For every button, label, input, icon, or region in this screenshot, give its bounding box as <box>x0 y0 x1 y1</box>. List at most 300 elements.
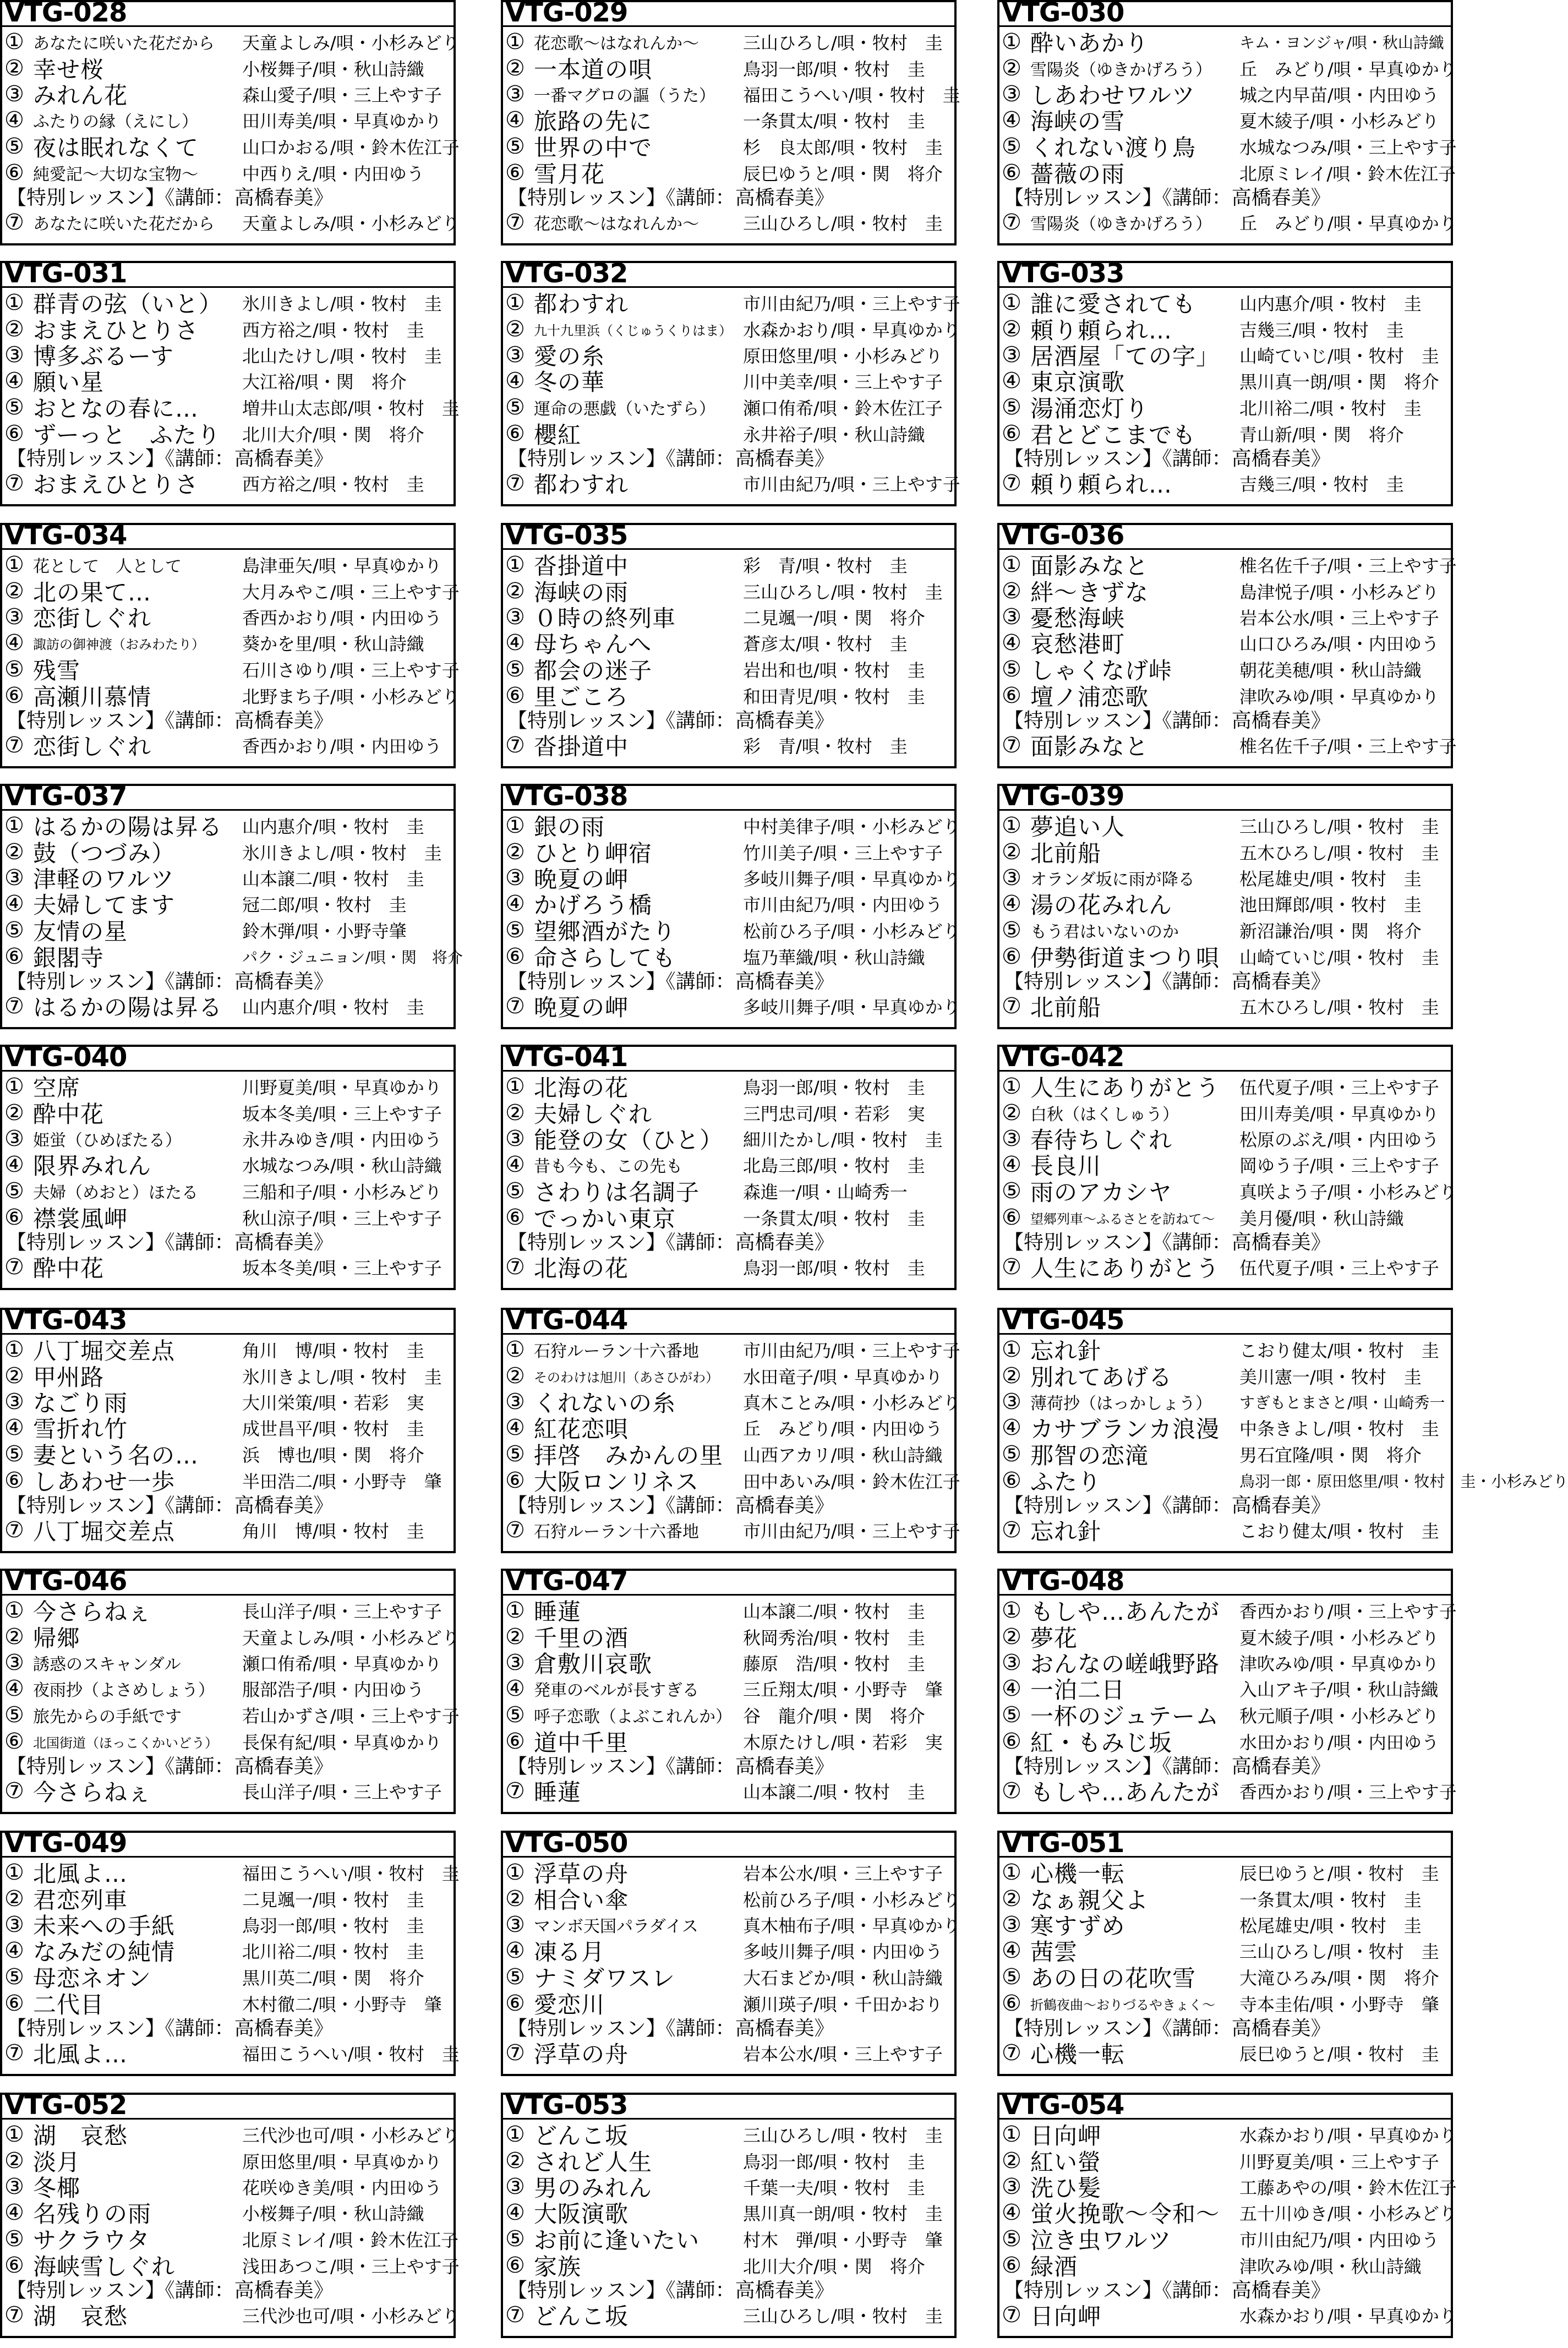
song-title: 夢追い人 <box>1030 813 1126 840</box>
song-artist: 坂本冬美/唄・三上やす子 <box>242 1258 442 1279</box>
track-number: ⑦ <box>4 2302 24 2328</box>
song-row <box>4 1336 451 1363</box>
song-title: 運命の悪戯（いたずら） <box>534 400 715 419</box>
song-title: 未来への手紙 <box>33 1913 176 1940</box>
track-number: ① <box>1002 1860 1021 1885</box>
track-number: ③ <box>4 1650 24 1675</box>
song-row <box>505 1702 952 1728</box>
song-artist: 西方裕之/唄・牧村 圭 <box>242 474 424 495</box>
vtg-card <box>501 520 957 768</box>
track-number: ⑥ <box>4 1205 24 1230</box>
track-number: ③ <box>505 1650 525 1675</box>
track-number: ② <box>1002 2148 1021 2174</box>
track-number: ⑥ <box>505 1468 525 1493</box>
song-title: しゃくなげ峠 <box>1030 657 1173 684</box>
song-title: 銀の雨 <box>534 813 605 840</box>
song-row <box>505 551 952 578</box>
song-artist: 五木ひろし/唄・牧村 圭 <box>1239 997 1439 1018</box>
track-number: ③ <box>1002 342 1021 368</box>
song-artist: 丘 みどり/唄・内田ゆう <box>743 1418 943 1439</box>
song-artist: 市川由紀乃/唄・三上やす子 <box>743 293 960 314</box>
card-code: VTG-042 <box>1002 1042 1124 1073</box>
song-row <box>4 891 451 917</box>
track-number: ⑥ <box>505 1205 525 1230</box>
song-row <box>505 630 952 656</box>
track-number: ⑤ <box>505 1964 525 1990</box>
song-artist: 辰巳ゆうと/唄・関 将介 <box>743 163 943 184</box>
song-title: されど人生 <box>534 2149 653 2176</box>
track-number: ⑤ <box>4 1702 24 1728</box>
song-title: 別れてあげる <box>1030 1364 1173 1391</box>
song-artist: 鈴木弾/唄・小野寺肇 <box>242 921 407 942</box>
song-title: 空席 <box>33 1074 81 1101</box>
song-artist: 美川憲一/唄・牧村 圭 <box>1239 1367 1422 1388</box>
track-number: ① <box>505 1074 525 1099</box>
song-title: 人生にありがとう <box>1030 1074 1220 1101</box>
song-row <box>4 2302 460 2330</box>
song-artist: キム・ヨンジャ/唄・秋山詩織 <box>1239 34 1444 52</box>
song-row <box>505 943 952 970</box>
special-lesson-label: 【特別レッスン】《講師：高橋春美》 <box>7 1755 334 1778</box>
track-number: ⑦ <box>1002 2040 1021 2066</box>
song-artist: 浅田あつこ/唄・三上やす子 <box>242 2256 460 2277</box>
track-number: ③ <box>1002 604 1021 630</box>
song-title: 伊勢街道まつり唄 <box>1030 944 1220 971</box>
song-row <box>4 2252 460 2280</box>
song-title: 茜雲 <box>1030 1939 1078 1965</box>
song-artist: 松原のぶえ/唄・内田ゆう <box>1239 1129 1439 1150</box>
song-title: 大阪ロンリネス <box>534 1468 700 1495</box>
song-row <box>505 1964 952 1990</box>
song-row <box>1002 682 1449 709</box>
song-artist: 大石まどか/唄・秋山詩織 <box>743 1968 943 1989</box>
song-title: 頼り頼られ… <box>1030 471 1173 498</box>
song-row <box>1002 1728 1449 1755</box>
song-artist: 吉幾三/唄・牧村 圭 <box>1239 474 1404 495</box>
track-number: ④ <box>1002 891 1021 916</box>
song-row <box>505 917 960 945</box>
song-row <box>1002 1517 1449 1543</box>
song-title: 面影みなと <box>1030 733 1149 760</box>
track-number: ⑤ <box>505 1178 525 1204</box>
song-artist: 森進一/唄・山崎秀一 <box>743 1182 908 1203</box>
song-row <box>1002 839 1449 865</box>
special-lesson-label: 【特別レッスン】《講師：高橋春美》 <box>1004 447 1331 470</box>
track-number: ⑦ <box>1002 993 1021 1019</box>
song-title: 九十九里浜（くじゅうくりはま） <box>534 323 732 338</box>
track-number: ④ <box>505 1415 525 1440</box>
song-artist: 山口ひろみ/唄・内田ゆう <box>1239 634 1439 654</box>
track-number: ⑤ <box>4 134 24 159</box>
song-row <box>505 682 952 709</box>
track-number: ① <box>1002 1074 1021 1099</box>
song-title: 冬の華 <box>534 369 605 396</box>
card-code: VTG-054 <box>1002 2090 1124 2121</box>
vtg-card <box>501 258 960 506</box>
song-title: マンボ天国パラダイス <box>534 1917 698 1936</box>
track-number: ③ <box>505 865 525 891</box>
song-title: オランダ坂に雨が降る <box>1030 870 1195 889</box>
song-row <box>1002 1336 1449 1363</box>
song-title: 母恋ネオン <box>33 1965 152 1992</box>
song-title: 面影みなと <box>1030 553 1149 580</box>
song-title: 春待ちしぐれ <box>1030 1127 1173 1154</box>
card-divider <box>2 25 454 27</box>
song-row <box>505 993 960 1021</box>
song-title: 沓掛道中 <box>534 733 629 760</box>
song-title: 夜は眠れなくて <box>33 134 199 161</box>
song-title: 姫蛍（ひめぼたる） <box>33 1131 182 1150</box>
song-artist: 服部浩子/唄・内田ゆう <box>242 1679 424 1700</box>
track-number: ⑥ <box>505 2253 525 2278</box>
track-number: ③ <box>505 604 525 630</box>
song-row <box>1002 1597 1457 1625</box>
song-row <box>1002 656 1449 682</box>
song-title: 北前船 <box>1030 994 1102 1021</box>
song-row <box>1002 133 1457 161</box>
song-artist: 岩本公水/唄・三上やす子 <box>743 1863 943 1884</box>
track-number: ⑦ <box>4 2040 24 2066</box>
card-code: VTG-033 <box>1002 258 1124 289</box>
song-artist: 水田竜子/唄・早真ゆかり <box>743 1367 943 1388</box>
song-title: おとなの春に… <box>33 395 199 422</box>
song-title: 雨のアカシヤ <box>1030 1179 1172 1206</box>
track-number: ④ <box>4 1938 24 1963</box>
song-title: 長良川 <box>1030 1153 1102 1180</box>
song-row <box>1002 1363 1449 1389</box>
song-row <box>4 470 451 496</box>
song-artist: 三山ひろし/唄・牧村 圭 <box>743 582 943 603</box>
song-title: 旅先からの手紙です <box>33 1707 182 1727</box>
song-row <box>4 29 460 55</box>
track-number: ② <box>4 56 24 81</box>
track-number: ② <box>505 1100 525 1126</box>
song-artist: 三山ひろし/唄・牧村 圭 <box>1239 1941 1439 1962</box>
track-number: ⑥ <box>4 1468 24 1493</box>
card-code: VTG-047 <box>505 1566 628 1597</box>
track-number: ④ <box>4 1152 24 1177</box>
song-artist: 天童よしみ/唄・小杉みどり <box>242 213 460 234</box>
song-title: 旅路の先に <box>534 108 653 135</box>
song-row <box>505 2199 952 2226</box>
track-number: ② <box>505 1886 525 1912</box>
song-title: 石狩ルーラン十六番地 <box>534 1522 699 1542</box>
song-artist: 田川寿美/唄・早真ゆかり <box>1239 1104 1439 1124</box>
song-artist: 三山ひろし/唄・牧村 圭 <box>743 2306 943 2327</box>
track-number: ⑥ <box>1002 1205 1021 1230</box>
track-number: ⑦ <box>505 471 525 496</box>
song-title: 純愛記～大切な宝物～ <box>33 165 198 184</box>
song-artist: 中西りえ/唄・内田ゆう <box>242 163 424 184</box>
song-artist: 秋山涼子/唄・三上やす子 <box>242 1208 442 1229</box>
song-artist: 小桜舞子/唄・秋山詩織 <box>242 2203 424 2224</box>
song-row <box>4 1702 460 1728</box>
song-title: 湯の花みれん <box>1030 892 1173 919</box>
song-artist: 一条貫太/唄・牧村 圭 <box>743 111 925 132</box>
song-row <box>505 1336 960 1363</box>
song-row <box>505 107 952 133</box>
vtg-card <box>0 1042 456 1290</box>
track-number: ① <box>505 2122 525 2147</box>
song-title: お前に逢いたい <box>534 2227 700 2254</box>
track-number: ③ <box>1002 1650 1021 1675</box>
song-title: 冬椰 <box>33 2175 81 2202</box>
track-number: ④ <box>1002 1938 1021 1963</box>
song-row <box>4 682 460 711</box>
song-row <box>4 1467 451 1494</box>
vtg-card <box>997 520 1457 768</box>
vtg-card <box>0 781 463 1029</box>
special-lesson-label: 【特別レッスン】《講師：高橋春美》 <box>7 2279 334 2302</box>
song-row <box>505 1073 952 1100</box>
song-artist: 松尾雄史/唄・牧村 圭 <box>1239 1915 1422 1936</box>
track-number: ⑦ <box>505 1778 525 1804</box>
song-title: 夫婦（めおと）ほたる <box>33 1183 198 1203</box>
song-title: しあわせワルツ <box>1030 82 1195 109</box>
song-artist: 三山ひろし/唄・牧村 圭 <box>1239 816 1439 837</box>
special-lesson-label: 【特別レッスン】《講師：高橋春美》 <box>507 2017 834 2040</box>
song-row <box>4 917 451 943</box>
track-number: ④ <box>1002 1676 1021 1701</box>
song-artist: 天童よしみ/唄・小杉みどり <box>242 1628 460 1648</box>
vtg-card <box>997 781 1453 1029</box>
vtg-card <box>997 1305 1568 1553</box>
song-artist: 朝花美穂/唄・秋山詩織 <box>1239 660 1422 681</box>
card-code: VTG-032 <box>505 258 628 289</box>
song-row <box>1002 1467 1568 1495</box>
track-number: ② <box>1002 1624 1021 1650</box>
song-artist: こおり健太/唄・牧村 圭 <box>1239 1521 1439 1542</box>
track-number: ③ <box>4 1389 24 1415</box>
special-lesson-label: 【特別レッスン】《講師：高橋春美》 <box>1004 709 1331 732</box>
song-title: あなたに咲いた花だから <box>33 215 215 234</box>
song-title: 世界の中で <box>534 134 653 161</box>
song-row <box>4 1178 451 1204</box>
track-number: ④ <box>4 891 24 916</box>
track-number: ② <box>1002 1363 1021 1389</box>
song-artist: 中村美律子/唄・小杉みどり <box>743 816 960 837</box>
song-title: おんなの嵯峨野路 <box>1030 1651 1220 1678</box>
song-artist: 北川裕二/唄・牧村 圭 <box>242 1941 424 1962</box>
song-title: 君とどこまでも <box>1030 422 1197 449</box>
card-code: VTG-030 <box>1002 0 1124 28</box>
track-number: ⑥ <box>1002 683 1021 708</box>
song-artist: 水森かおり/唄・早真ゆかり <box>1239 2125 1457 2146</box>
track-number: ⑤ <box>1002 1702 1021 1728</box>
song-row <box>505 55 952 81</box>
song-artist: 椎名佐千子/唄・三上やす子 <box>1239 555 1457 576</box>
song-artist: 鳥羽一郎/唄・牧村 圭 <box>242 1915 424 1936</box>
song-title: サクラウタ <box>33 2227 150 2254</box>
track-number: ③ <box>4 865 24 891</box>
song-artist: 北川大介/唄・関 将介 <box>242 424 424 445</box>
song-title: 紅い螢 <box>1030 2149 1102 2176</box>
track-number: ② <box>4 578 24 604</box>
song-title: 緑酒 <box>1030 2253 1078 2280</box>
song-artist: 夏木綾子/唄・小杉みどり <box>1239 111 1439 132</box>
song-title: 昔も今も、この先も <box>534 1157 682 1176</box>
track-number: ③ <box>505 1389 525 1415</box>
track-number: ② <box>4 1363 24 1389</box>
song-artist: 西方裕之/唄・牧村 圭 <box>242 320 424 341</box>
song-artist: 千葉一夫/唄・牧村 圭 <box>743 2177 925 2198</box>
song-row <box>4 81 451 107</box>
vtg-card <box>0 2090 460 2338</box>
track-number: ⑤ <box>4 395 24 420</box>
track-number: ⑤ <box>4 1441 24 1467</box>
song-artist: 丘 みどり/唄・早真ゆかり <box>1239 59 1457 80</box>
song-artist: 黒川英二/唄・関 将介 <box>242 1968 424 1989</box>
song-artist: 山内惠介/唄・牧村 圭 <box>1239 293 1422 314</box>
song-artist: 津吹みゆ/唄・早真ゆかり <box>1239 686 1439 707</box>
song-title: 博多ぶるーす <box>33 343 174 370</box>
song-artist: 真木ことみ/唄・小杉みどり <box>743 1393 960 1413</box>
song-artist: 真咲よう子/唄・小杉みどり <box>1239 1182 1457 1203</box>
song-title: 忘れ針 <box>1030 1518 1102 1545</box>
track-number: ① <box>1002 29 1021 54</box>
track-number: ⑥ <box>1002 421 1021 446</box>
special-lesson-label: 【特別レッスン】《講師：高橋春美》 <box>507 1231 834 1254</box>
song-row <box>505 1467 960 1495</box>
track-number: ⑥ <box>1002 160 1021 185</box>
song-artist: 氷川きよし/唄・牧村 圭 <box>242 843 442 864</box>
song-title: 都わすれ <box>534 291 629 318</box>
song-row <box>4 732 451 758</box>
song-title: 海峡の雪 <box>1030 108 1126 135</box>
vtg-card <box>997 2090 1457 2338</box>
song-title: 誰に愛されても <box>1030 291 1197 318</box>
song-row <box>4 1964 451 1990</box>
song-title: 寒すずめ <box>1030 1913 1126 1940</box>
song-artist: 角川 博/唄・牧村 圭 <box>242 1340 424 1361</box>
song-artist: 三山ひろし/唄・牧村 圭 <box>743 2125 943 2146</box>
song-title: 誘惑のスキャンダル <box>33 1655 181 1674</box>
song-title: 絆～きずな <box>1030 579 1149 606</box>
vtg-card <box>501 1566 957 1814</box>
song-artist: 中条きよし/唄・牧村 圭 <box>1239 1418 1439 1439</box>
vtg-card <box>501 2090 957 2338</box>
track-number: ⑦ <box>1002 2302 1021 2328</box>
track-number: ⑤ <box>505 2226 525 2252</box>
song-artist: 市川由紀乃/唄・三上やす子 <box>743 1340 960 1361</box>
song-title: もう君はいないのか <box>1030 922 1179 942</box>
song-artist: 三代沙也可/唄・小杉みどり <box>242 2125 460 2146</box>
song-title: 今さらねぇ <box>33 1598 152 1625</box>
song-title: 夫婦してます <box>33 892 176 919</box>
special-lesson-label: 【特別レッスン】《講師：高橋春美》 <box>507 970 834 993</box>
song-row <box>505 1728 952 1755</box>
song-artist: 蒼彦太/唄・牧村 圭 <box>743 634 908 654</box>
song-artist: 葵かを里/唄・秋山詩織 <box>242 634 424 654</box>
song-title: 夜雨抄（よさめしょう） <box>33 1681 215 1700</box>
song-row <box>4 1517 451 1543</box>
song-title: 八丁堀交差点 <box>33 1518 176 1545</box>
track-number: ⑤ <box>1002 1964 1021 1990</box>
song-row <box>1002 1254 1449 1280</box>
song-title: カサブランカ浪漫 <box>1030 1416 1220 1443</box>
song-title: 花として 人として <box>33 557 182 576</box>
song-row <box>1002 1151 1449 1178</box>
song-title: 望郷酒がたり <box>534 918 676 945</box>
song-row <box>1002 160 1456 188</box>
song-row <box>1002 551 1457 580</box>
song-artist: 山本譲二/唄・牧村 圭 <box>242 869 424 889</box>
track-number: ④ <box>505 1938 525 1963</box>
track-number: ② <box>1002 839 1021 865</box>
song-row <box>505 1886 960 1914</box>
song-row <box>505 1778 952 1804</box>
song-artist: 北原ミレイ/唄・鈴木佐江子 <box>242 2230 459 2251</box>
song-artist: 塩乃華織/唄・秋山詩織 <box>743 947 925 968</box>
song-title: かげろう橋 <box>534 892 653 919</box>
song-title: 北風よ… <box>33 1860 128 1887</box>
song-title: ずーっと ふたり <box>33 422 221 449</box>
song-artist: 山崎ていじ/唄・牧村 圭 <box>1239 346 1439 367</box>
track-number: ⑦ <box>4 1254 24 1280</box>
song-title: 恋街しぐれ <box>33 605 152 632</box>
song-title: 帰郷 <box>33 1625 81 1652</box>
track-number: ⑤ <box>1002 1441 1021 1467</box>
song-artist: 川野夏美/唄・三上やす子 <box>1239 2152 1439 2172</box>
song-row <box>505 1254 952 1280</box>
song-artist: 二見颯一/唄・関 将介 <box>743 608 925 629</box>
track-number: ① <box>505 552 525 577</box>
song-artist: 大江裕/唄・関 将介 <box>242 372 407 392</box>
track-number: ③ <box>4 2174 24 2199</box>
special-lesson-label: 【特別レッスン】《講師：高橋春美》 <box>7 709 334 732</box>
song-row <box>4 2199 451 2226</box>
track-number: ② <box>4 1624 24 1650</box>
song-title: くれないの糸 <box>534 1390 676 1417</box>
song-title: 日向岬 <box>1030 2122 1102 2149</box>
song-artist: 三丘翔太/唄・小野寺 肇 <box>743 1679 943 1700</box>
song-title: 今さらねぇ <box>33 1779 152 1806</box>
song-artist: 木原たけし/唄・若彩 実 <box>743 1732 943 1753</box>
song-title: 北海の花 <box>534 1255 629 1282</box>
track-number: ② <box>4 316 24 342</box>
card-divider <box>503 1333 954 1335</box>
song-row <box>4 812 451 839</box>
track-number: ① <box>505 1860 525 1885</box>
song-row <box>505 209 952 236</box>
song-row <box>1002 993 1449 1019</box>
song-artist: 田中あいみ/唄・鈴木佐江子 <box>743 1471 960 1492</box>
track-number: ① <box>1002 552 1021 577</box>
track-number: ⑤ <box>4 918 24 943</box>
song-artist: 北川裕二/唄・牧村 圭 <box>1239 398 1422 419</box>
track-number: ① <box>1002 1337 1021 1362</box>
track-number: ④ <box>1002 2200 1021 2225</box>
track-number: ① <box>4 813 24 838</box>
song-artist: 原田悠里/唄・早真ゆかり <box>242 2152 442 2172</box>
track-number: ⑥ <box>505 944 525 969</box>
track-number: ① <box>4 552 24 577</box>
song-row <box>4 1151 451 1178</box>
song-row <box>505 2302 952 2328</box>
special-lesson-label: 【特別レッスン】《講師：高橋春美》 <box>7 187 334 209</box>
track-number: ③ <box>1002 81 1021 107</box>
track-number: ④ <box>505 1676 525 1701</box>
track-number: ① <box>4 1074 24 1099</box>
track-number: ⑦ <box>4 471 24 496</box>
song-title: 都わすれ <box>534 471 629 498</box>
song-title: 倉敷川哀歌 <box>534 1651 653 1678</box>
song-title: 酔中花 <box>33 1101 105 1128</box>
song-artist: 三山ひろし/唄・牧村 圭 <box>743 32 943 53</box>
song-artist: 松尾雄史/唄・牧村 圭 <box>1239 869 1422 889</box>
song-row <box>4 1204 451 1231</box>
song-title: 凍る月 <box>534 1939 605 1965</box>
